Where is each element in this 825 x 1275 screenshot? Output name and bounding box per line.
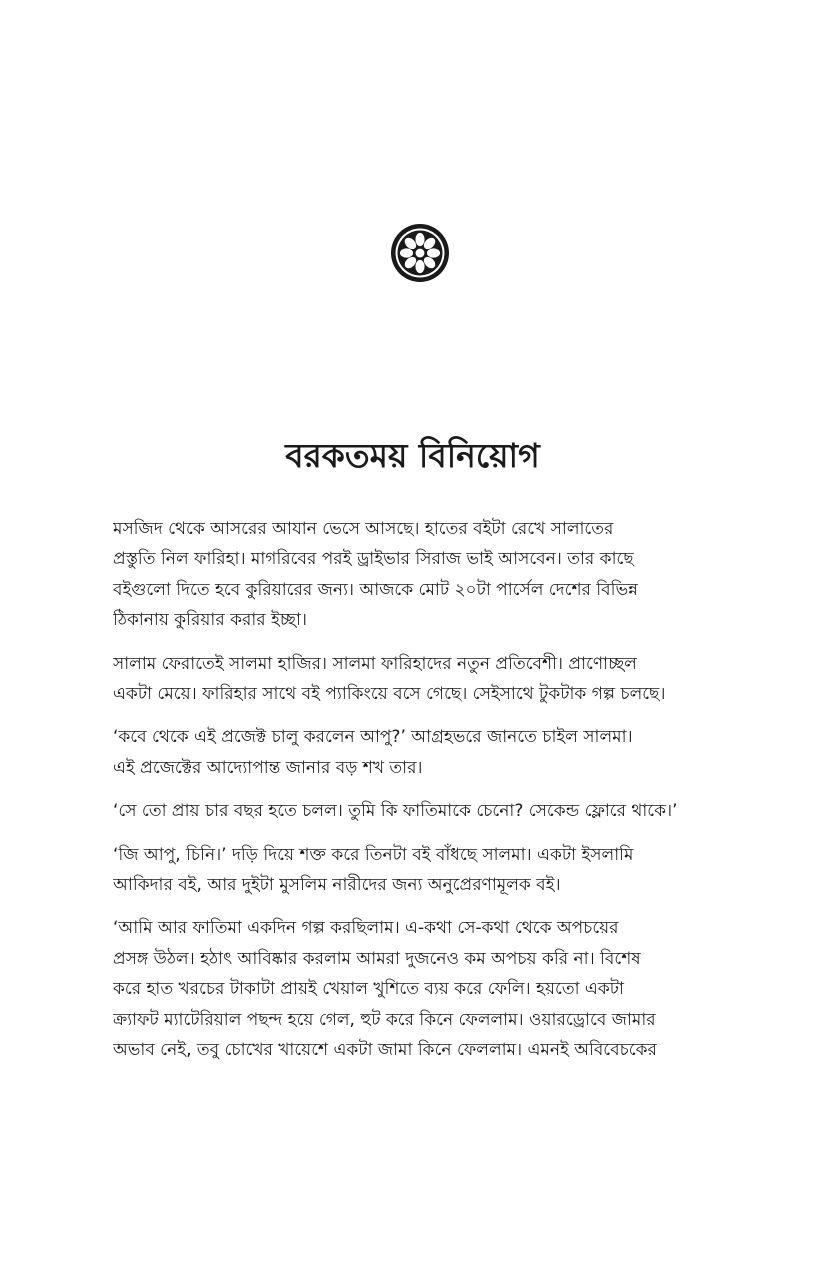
text-line: ‘কবে থেকে এই প্রজেক্ট চালু করলেন আপু?’ আগ্রহভরে জানতে চাইল সালমা। — [113, 727, 633, 748]
text-line: ক্র্যাফট ম্যাটেরিয়াল পছন্দ হয়ে গেল, হুট করে কিনে ফেললাম। ওয়ারড্রোবে জামার — [113, 1009, 656, 1030]
text-line: ঠিকানায় কুরিয়ার করার ইচ্ছা। — [113, 610, 307, 631]
text-line: আকিদার বই, আর দুইটা মুসলিম নারীদের জন্য অনুপ্রেরণামূলক বই। — [113, 875, 561, 896]
flower-ornament-icon — [389, 222, 451, 284]
text-line: প্রস্তুতি নিল ফারিহা। মাগরিবের পরই ড্রাইভার সিরাজ ভাই আসবেন। তার কাছে — [113, 549, 634, 570]
text-line: করে হাত খরচের টাকাটা প্রায়ই খেয়াল খুশিতে ব্যয় করে ফেলি। হয়তো একটা — [113, 979, 624, 1000]
text-line: এই প্রজেক্টের আদ্যোপান্ত জানার বড় শখ তার। — [113, 757, 423, 778]
text-line: প্রসঙ্গ উঠল। হঠাৎ আবিষ্কার করলাম আমরা দুজনেও কম অপচয় করি না। বিশেষ — [113, 948, 641, 969]
chapter-title: বরকতময় বিনিয়োগ — [285, 436, 540, 475]
paragraph — [113, 796, 730, 826]
paragraph — [113, 722, 730, 783]
paragraph — [113, 840, 730, 901]
text-line: মসজিদ থেকে আসরের আযান ভেসে আসছে। হাতের বইটা রেখে সালাতের — [113, 519, 614, 539]
flower-ornament-svg — [389, 222, 451, 284]
paragraph — [113, 649, 730, 710]
text-line: বইগুলো দিতে হবে কুরিয়ারের জন্য। আজকে মোট ২০টা পার্সেল দেশের বিভিন্ন — [113, 579, 638, 600]
text-line: ‘সে তো প্রায় চার বছর হতে চলল। তুমি কি ফাতিমাকে চেনো? সেকেন্ড ফ্লোরে থাকে।’ — [113, 801, 678, 822]
text-line: একটা মেয়ে। ফারিহার সাথে বই প্যাকিংয়ে বসে গেছে। সেইসাথে টুকটাক গল্প চলছে। — [113, 684, 666, 705]
text-line: ‘জি আপু, চিনি।’ দড়ি দিয়ে শক্ত করে তিনটা বই বাঁধছে সালমা। একটা ইসলামি — [113, 844, 634, 865]
paragraph — [113, 514, 730, 636]
chapter-body — [113, 514, 730, 1066]
text-line: সালাম ফেরাতেই সালমা হাজির। সালমা ফারিহাদের নতুন প্রতিবেশী। প্রাণোচ্ছল — [113, 653, 637, 674]
text-line: ‘আমি আর ফাতিমা একদিন গল্প করছিলাম। এ-কথা সে-কথা থেকে অপচয়ের — [113, 918, 619, 939]
paragraph — [113, 913, 730, 1065]
text-line: অভাব নেই, তবু চোখের খায়েশে একটা জামা কিনে ফেললাম। এমনই অবিবেচকের — [113, 1040, 657, 1061]
